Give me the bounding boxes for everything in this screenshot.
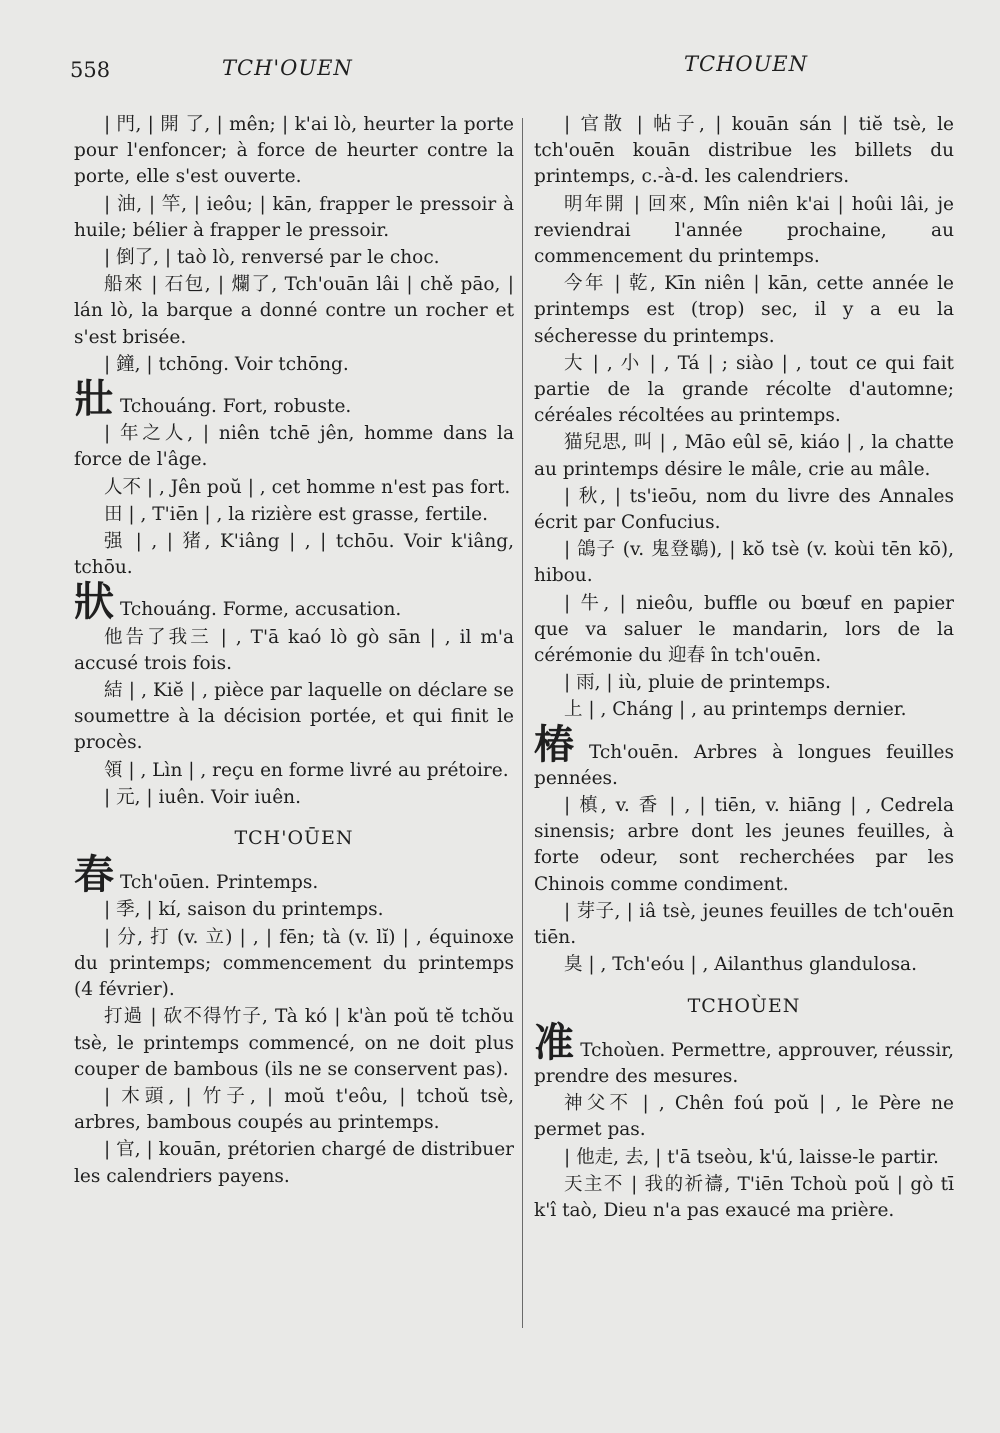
right-column xyxy=(534,112,954,1225)
running-head-left: TCH'OUEN xyxy=(222,56,353,80)
dictionary-entry: | 他走, 去, | t'ā tseòu, k'ú, laisse-le partir. xyxy=(564,1146,939,1168)
dictionary-entry: 打過 | 砍不得竹子, Tà kó | k'àn poŭ tĕ tchŏu tsè, le printemps commencé, on ne doit plus couper de bambous (ils ne se conservent pas). xyxy=(74,1006,514,1080)
dictionary-entry: | 倒了, | taò lò, renversé par le choc. xyxy=(104,247,440,269)
dictionary-entry: | 秋, | ts'ieōu, nom du livre des Annales écrit par Confucius. xyxy=(534,485,954,534)
page-number: 558 xyxy=(70,58,111,82)
dictionary-entry: | 槙, v. 香 | , | tiēn, v. hiāng | , Cedrela sinensis; arbre dont les jeunes feuilles, à forte odeur, sont recherchées par les Chinois comme condiment. xyxy=(534,795,954,895)
dictionary-entry: 人不 | , Jên poŭ | , cet homme n'est pas fort. xyxy=(104,476,511,498)
head-entry xyxy=(534,720,954,792)
dictionary-entry: 强 | , | 猪, K'iâng | , | tchōu. Voir k'iâng, tchōu. xyxy=(74,531,514,579)
head-entry xyxy=(534,1018,954,1090)
running-head-right: TCHOUEN xyxy=(684,52,809,76)
dictionary-entry: | 季, | kí, saison du printemps. xyxy=(104,899,384,921)
head-character: 壯 xyxy=(74,375,114,423)
dictionary-entry: | 牛, | nieôu, buffle ou bœuf en papier que va saluer le mandarin, lors de la cérémonie du 迎春 în tch'ouēn. xyxy=(534,592,954,667)
head-character: 春 xyxy=(74,851,114,899)
dictionary-entry: | 門, | 開 了, | mên; | k'ai lò, heurter la porte pour l'enfoncer; à force de heurter contre la porte, elle s'est ouverte. xyxy=(74,114,514,188)
head-character: 椿 xyxy=(534,720,583,768)
dictionary-entry: 結 | , Kiĕ | , pièce par laquelle on déclare se soumettre à la décision portée, et qui finit le procès. xyxy=(74,680,514,754)
dictionary-entry: | 鐘, | tchōng. Voir tchōng. xyxy=(104,353,349,375)
head-definition: Tchoùen. Permettre, approuver, réussir, prendre des mesures. xyxy=(534,1039,954,1087)
dictionary-entry: | 官散 | 帖子, | kouān sán | tiĕ tsè, le tch'ouēn kouān distribue les billets du printemps, c.-à-d. les calendriers. xyxy=(534,114,954,188)
column-divider xyxy=(522,118,523,1328)
head-definition: Tchouáng. Fort, robuste. xyxy=(120,396,352,418)
dictionary-entry: 大 | , 小 | , Tá | ; siào | , tout ce qui fait partie de la grande récolte d'automne; céréales récoltées au printemps. xyxy=(534,352,954,427)
dictionary-entry: 明年開 | 回來, Mîn niên k'ai | hoûi lâi, je reviendrai l'année prochaine, au commencement du printemps. xyxy=(534,193,954,268)
section-heading: TCHOÙEN xyxy=(687,994,801,1017)
dictionary-entry: 上 | , Cháng | , au printemps dernier. xyxy=(564,699,907,721)
dictionary-entry: | 芽子, | iâ tsè, jeunes feuilles de tch'ouēn tiēn. xyxy=(534,900,954,949)
dictionary-entry: | 木頭, | 竹子, | moŭ t'eôu, | tchoŭ tsè, arbres, bambous coupés au printemps. xyxy=(74,1085,514,1134)
head-character: 准 xyxy=(534,1018,575,1066)
head-entry xyxy=(74,375,514,423)
dictionary-entry: | 官, | kouān, prétorien chargé de distribuer les calendriers payens. xyxy=(74,1139,514,1187)
head-entry xyxy=(74,851,514,899)
dictionary-entry: | 分, 打 (v. 立) | , | fēn; tà (v. lĭ) | , équinoxe du printemps; commencement du printemps (4 février). xyxy=(74,926,514,1001)
dictionary-entry: 神父不 | , Chên foú poŭ | , le Père ne permet pas. xyxy=(534,1093,954,1141)
dictionary-entry: 天主不 | 我的祈禱, T'iēn Tchoù poŭ | gò tī k'î taò, Dieu n'a pas exaucé ma prière. xyxy=(534,1173,954,1221)
head-entry xyxy=(74,578,514,626)
dictionary-entry: 臭 | , Tch'eóu | , Ailanthus glandulosa. xyxy=(564,954,917,976)
head-character: 狀 xyxy=(74,578,114,626)
dictionary-entry: | 年之人, | niên tchē jên, homme dans la force de l'âge. xyxy=(74,423,514,471)
page-header xyxy=(0,52,1000,92)
dictionary-entry: 今年 | 乾, Kīn niên | kān, cette année le printemps est (trop) sec, il y a eu la sécheresse du printemps. xyxy=(534,273,954,347)
dictionary-entry: | 油, | 竿, | ieôu; | kān, frapper le pressoir à huile; bélier à frapper le pressoir. xyxy=(74,193,514,241)
section-heading: TCH'OŪEN xyxy=(234,827,354,850)
dictionary-entry: 田 | , T'iēn | , la rizière est grasse, fertile. xyxy=(104,503,488,525)
dictionary-entry: 領 | , Lìn | , reçu en forme livré au prétoire. xyxy=(104,759,509,781)
dictionary-entry: 他告了我三 | , T'ā kaó lò gò sān | , il m'a accusé trois fois. xyxy=(74,626,514,674)
dictionary-entry: | 元, | iuên. Voir iuên. xyxy=(104,786,301,808)
left-column xyxy=(74,112,514,1191)
head-definition: Tch'ouēn. Arbres à longues feuilles pennées. xyxy=(534,741,954,789)
head-definition: Tchouáng. Forme, accusation. xyxy=(120,599,402,621)
dictionary-entry: 船來 | 石包, | 爛了, Tch'ouān lâi | chě pāo, | lán lò, la barque a donné contre un rocher et s'est brisée. xyxy=(74,274,514,348)
dictionary-entry: | 鴿子 (v. 鬼登鶡), | kŏ tsè (v. koùi tēn kō), hibou. xyxy=(534,539,954,587)
dictionary-entry: | 雨, | iù, pluie de printemps. xyxy=(564,672,831,694)
head-definition: Tch'oūen. Printemps. xyxy=(120,872,319,894)
dictionary-entry: 猫兒思, 叫 | , Māo eûl sē, kiáo | , la chatte au printemps désire le mâle, crie au mâle. xyxy=(534,432,954,480)
